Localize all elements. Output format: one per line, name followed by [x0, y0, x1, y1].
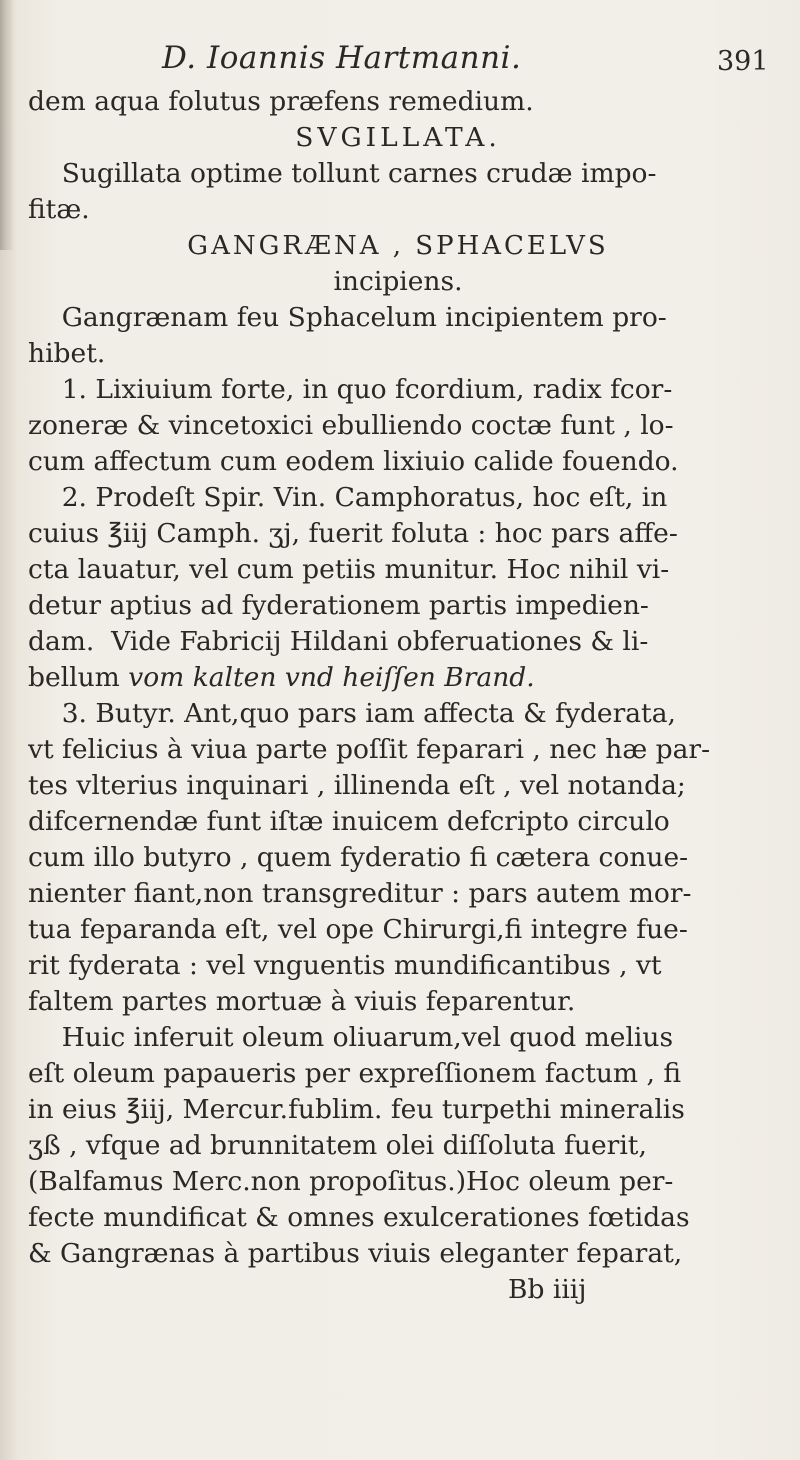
text-line-content: nienter fiant,non transgreditur : pars autem mor- [28, 878, 692, 909]
text-line [28, 120, 768, 156]
text-line-content: dem aqua folutus præfens remedium. [28, 86, 534, 117]
text-line-content: cum affectum cum eodem lixiuio calide fouendo. [28, 446, 679, 477]
running-head: D. Ioannis Hartmanni. [162, 40, 522, 76]
text-line [28, 876, 768, 912]
page-header [0, 40, 800, 90]
signature-mark: Bb iiij [508, 1274, 587, 1305]
text-line [28, 696, 768, 732]
text-line-content: SVGILLATA. [295, 122, 501, 153]
text-line-content: cta lauatur, vel cum petiis munitur. Hoc nihil vi- [28, 554, 670, 585]
text-line [28, 804, 768, 840]
text-line [28, 192, 768, 228]
text-line [28, 156, 768, 192]
text-line [28, 228, 768, 264]
text-line [28, 84, 768, 120]
text-line [28, 1200, 768, 1236]
signature-line [28, 1272, 768, 1308]
text-line-content: Huic inferuit oleum oliuarum,vel quod melius [28, 1022, 674, 1053]
text-line-content: tes vlterius inquinari , illinenda eſt , vel notanda; [28, 770, 686, 801]
text-line-content: rit fyderata : vel vnguentis mundificantibus , vt [28, 950, 662, 981]
text-line-content: fitæ. [28, 194, 90, 225]
italic-title: vom kalten vnd heiſſen Brand. [128, 662, 535, 693]
text-line [28, 300, 768, 336]
text-line-content: 2. Prodeſt Spir. Vin. Camphoratus, hoc eſt, in [28, 482, 668, 513]
text-line-content: bellum [28, 662, 129, 693]
text-line [28, 660, 768, 696]
text-line [28, 624, 768, 660]
text-line [28, 444, 768, 480]
binding-gutter [0, 0, 14, 250]
text-line [28, 768, 768, 804]
body-text [28, 84, 768, 1308]
text-line [28, 1236, 768, 1272]
text-line-content: GANGRÆNA , SPHACELVS [187, 231, 609, 261]
text-line [28, 480, 768, 516]
text-line [28, 1056, 768, 1092]
text-line [28, 516, 768, 552]
text-line-content: zoneræ & vincetoxici ebulliendo coctæ funt , lo- [28, 410, 674, 441]
text-line-content: cum illo butyro , quem fyderatio fi cætera conue- [28, 842, 689, 873]
text-line-content: hibet. [28, 338, 106, 369]
text-line-content: incipiens. [333, 266, 463, 297]
text-line-content: dam. Vide Fabricij Hildani obferuationes & li- [28, 626, 649, 657]
text-line-content: & Gangrænas à partibus viuis eleganter feparat, [28, 1238, 683, 1269]
text-line [28, 912, 768, 948]
text-line-content: (Balfamus Merc.non propoſitus.)Hoc oleum per- [28, 1166, 674, 1197]
text-line [28, 840, 768, 876]
text-line [28, 1020, 768, 1056]
text-line-content: faltem partes mortuæ à viuis feparentur. [28, 986, 576, 1017]
text-line-content: ʒß , vfque ad brunnitatem olei diſſoluta fuerit, [28, 1130, 647, 1161]
text-line-content: detur aptius ad fyderationem partis impedien- [28, 590, 649, 621]
text-line [28, 264, 768, 300]
text-line [28, 372, 768, 408]
text-line-content: 1. Lixiuium forte, in quo fcordium, radix fcor- [28, 374, 673, 405]
text-line [28, 732, 768, 768]
text-line [28, 588, 768, 624]
text-line [28, 1164, 768, 1200]
text-line [28, 1092, 768, 1128]
text-line-content: fecte mundificat & omnes exulcerationes fœtidas [28, 1202, 690, 1233]
text-line-content: Sugillata optime tollunt carnes crudæ impo- [28, 158, 657, 189]
text-line [28, 948, 768, 984]
text-line [28, 1128, 768, 1164]
text-line-content: vt felicius à viua parte poſſit feparari , nec hæ par- [28, 734, 711, 765]
text-line-content: difcernendæ funt iſtæ inuicem defcripto circulo [28, 806, 670, 837]
text-line [28, 552, 768, 588]
text-line-content: in eius ℥iij, Mercur.fublim. feu turpethi mineralis [28, 1094, 685, 1125]
text-line-content: cuius ℥iij Camph. ʒj, fuerit foluta : hoc pars affe- [28, 518, 678, 549]
page-number: 391 [717, 46, 769, 77]
text-line-content: eſt oleum papaueris per expreſſionem factum , fi [28, 1058, 682, 1089]
text-line [28, 336, 768, 372]
text-line-content: tua feparanda eſt, vel ope Chirurgi,fi integre fue- [28, 914, 688, 945]
text-line-content: Gangrænam feu Sphacelum incipientem pro- [28, 302, 667, 333]
text-line [28, 408, 768, 444]
text-line [28, 984, 768, 1020]
text-line-content: 3. Butyr. Ant,quo pars iam affecta & fyderata, [28, 698, 676, 729]
